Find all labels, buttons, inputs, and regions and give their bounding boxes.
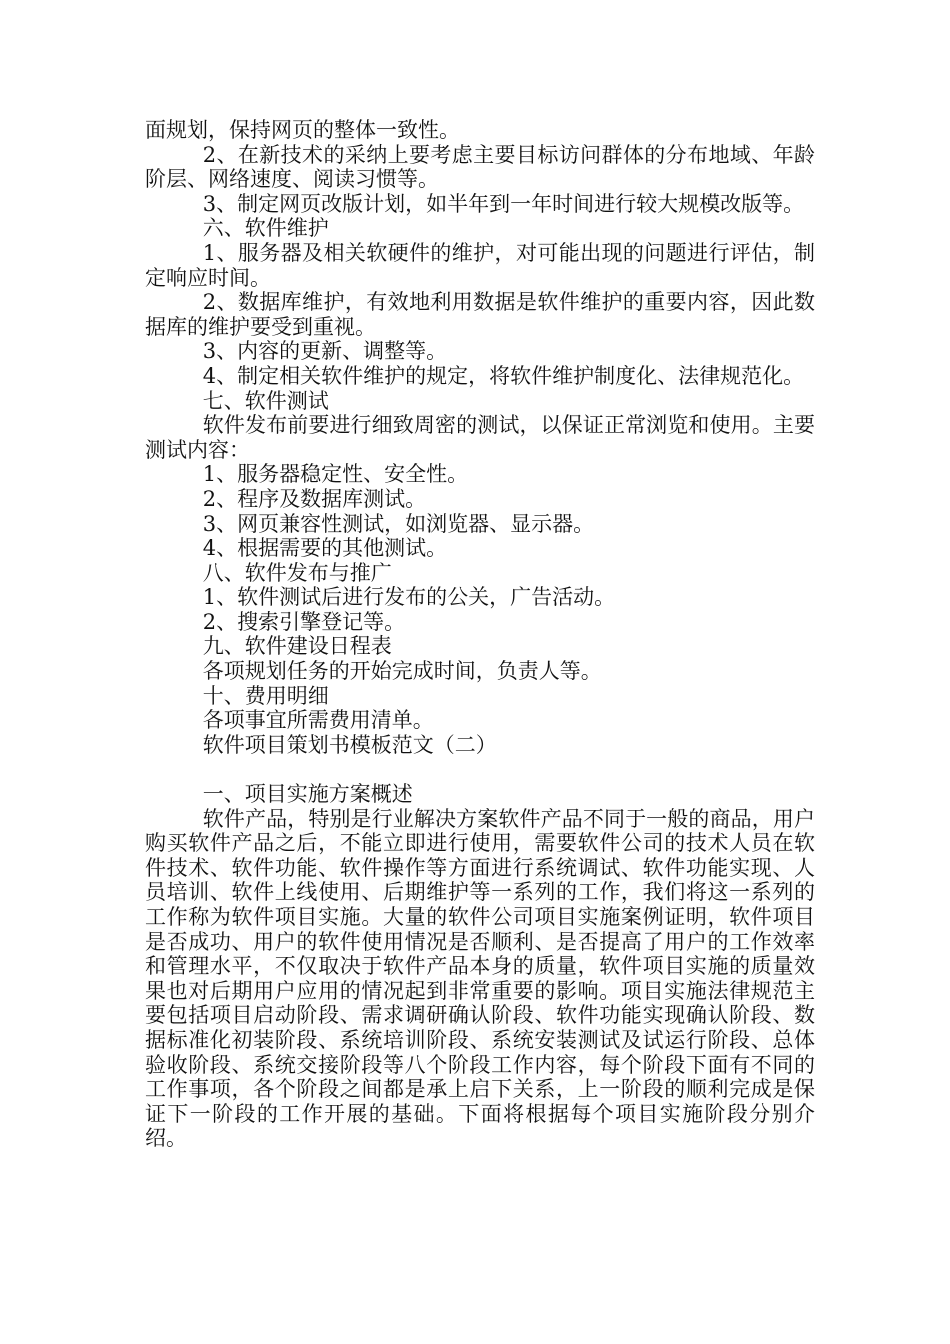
paragraph-body: 软件产品，特别是行业解决方案软件产品不同于一般的商品，用户购买软件产品之后，不能立即进行使用，需要软件公司的技术人员在软件技术、软件功能、软件操作等方面进行系统调试、软件功能实现、人员培训、软件上线使用、后期维护等一系列的工作，我们将这一系列的工作称为软件项目实施。大量的软件公司项目实施案例证明，软件项目是否成功、用户的软件使用情况是否顺利、是否提高了用户的工作效率和管理水平，不仅取决于软件产品本身的质量，软件项目实施的质量效果也对后期用户应用的情况起到非常重要的影响。项目实施法律规范主要包括项目启动阶段、需求调研确认阶段、软件功能实现确认阶段、数据标准化初装阶段、系统培训阶段、系统安装测试及试运行阶段、总体验收阶段、系统交接阶段等八个阶段工作内容，每个阶段下面有不同的工作事项，各个阶段之间都是承上启下关系，上一阶段的顺利完成是保证下一阶段的工作开展的基础。下面将根据每个项目实施阶段分别介绍。: [145, 806, 815, 1151]
document-page: [145, 118, 815, 1151]
paragraph-item: 2、在新技术的采纳上要考虑主要目标访问群体的分布地域、年龄阶层、网络速度、阅读习惯等。: [145, 142, 815, 192]
section-heading-software-testing: 七、软件测试: [202, 388, 329, 413]
paragraph-item: 3、内容的更新、调整等。: [202, 339, 448, 364]
paragraph-item: 3、制定网页改版计划，如半年到一年时间进行较大规模改版等。: [202, 191, 805, 216]
paragraph-item: 3、网页兼容性测试，如浏览器、显示器。: [202, 511, 595, 536]
paragraph-item: 2、数据库维护，有效地利用数据是软件维护的重要内容，因此数据库的维护要受到重视。: [145, 290, 815, 339]
section-heading-schedule: 九、软件建设日程表: [202, 634, 392, 659]
paragraph-continuation: 面规划，保持网页的整体一致性。: [145, 118, 460, 142]
paragraph-item: 4、根据需要的其他测试。: [202, 536, 448, 561]
paragraph-item: 各项规划任务的开始完成时间，负责人等。: [202, 659, 602, 684]
paragraph-item: 1、服务器及相关软硬件的维护，对可能出现的问题进行评估，制定响应时间。: [145, 240, 815, 290]
blank-line: [145, 757, 815, 782]
paragraph-item: 2、程序及数据库测试。: [202, 486, 427, 511]
paragraph-item: 软件发布前要进行细致周密的测试，以保证正常浏览和使用。主要测试内容：: [145, 413, 815, 462]
document-subtitle: 软件项目策划书模板范文（二）: [202, 732, 497, 757]
paragraph-item: 1、服务器稳定性、安全性。: [202, 462, 469, 487]
section-heading-software-maintenance: 六、软件维护: [202, 216, 329, 241]
section-heading-costs: 十、费用明细: [202, 683, 329, 708]
paragraph-item: 4、制定相关软件维护的规定，将软件维护制度化、法律规范化。: [202, 363, 805, 388]
paragraph-item: 1、软件测试后进行发布的公关，广告活动。: [202, 585, 616, 610]
paragraph-item: 2、搜索引擎登记等。: [202, 609, 406, 634]
section-heading-overview: 一、项目实施方案概述: [202, 782, 413, 807]
paragraph-item: 各项事宜所需费用清单。: [202, 708, 434, 733]
section-heading-release-promotion: 八、软件发布与推广: [202, 560, 392, 585]
